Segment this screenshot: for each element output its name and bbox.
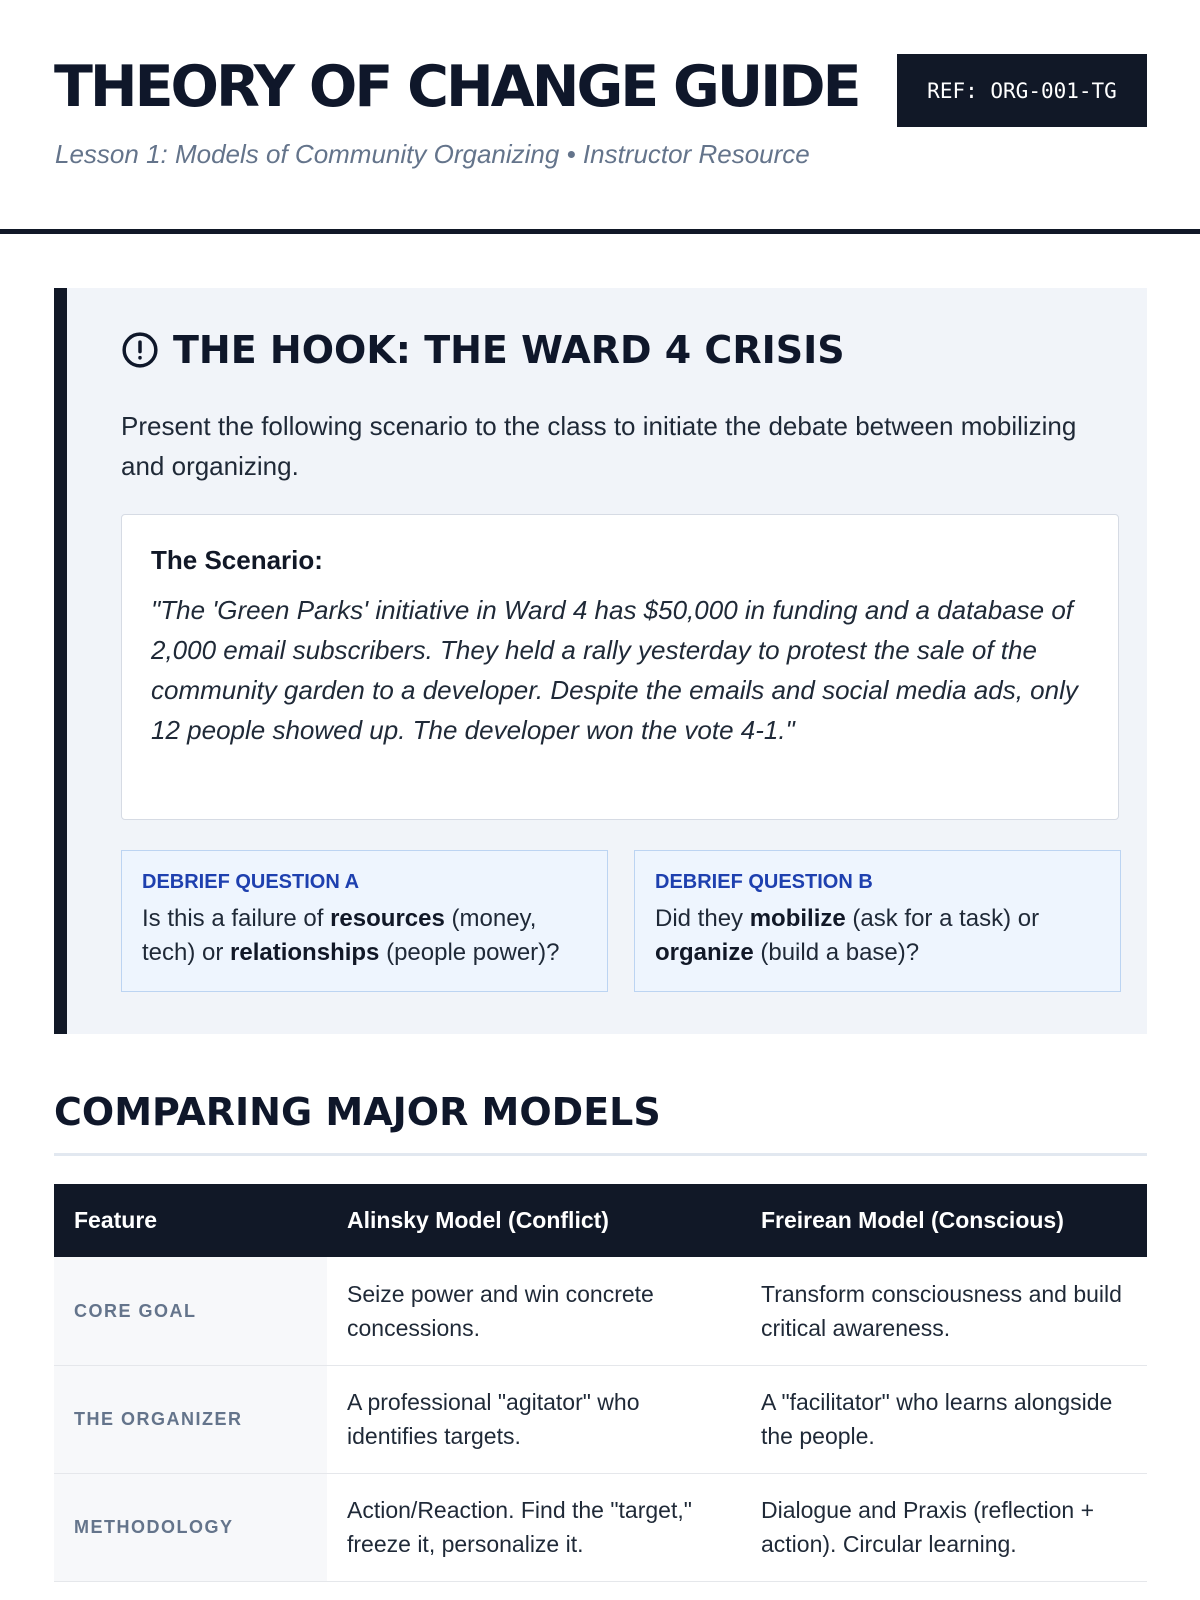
models-comparison-table	[54, 1184, 1147, 1582]
column-header-alinsky: Alinsky Model (Conflict)	[327, 1184, 741, 1257]
freire-cell: Dialogue and Praxis (reflection + action). Circular learning.	[741, 1473, 1147, 1581]
section-divider	[54, 1153, 1147, 1156]
table-row	[54, 1473, 1147, 1581]
keyword: mobilize	[749, 905, 846, 932]
debrief-text: Is this a failure of resources (money, tech) or relationships (people power)?	[142, 905, 560, 966]
hook-intro: Present the following scenario to the class to initiate the debate between mobilizing and organizing.	[121, 411, 1077, 481]
keyword: resources	[330, 905, 445, 932]
table-row	[54, 1365, 1147, 1473]
debrief-text: Did they mobilize (ask for a task) or organize (build a base)?	[655, 905, 1040, 966]
row-feature-label: THE ORGANIZER	[54, 1365, 327, 1473]
table-row	[54, 1257, 1147, 1365]
column-header-feature: Feature	[54, 1184, 327, 1257]
alinsky-cell: Seize power and win concrete concessions.	[327, 1257, 741, 1365]
hook-panel	[54, 288, 1147, 1034]
keyword: relationships	[230, 939, 380, 966]
section-title-models: COMPARING MAJOR MODELS	[54, 1090, 661, 1134]
debrief-label: DEBRIEF QUESTION B	[655, 871, 873, 893]
page-title: THEORY OF CHANGE GUIDE	[54, 54, 859, 120]
row-feature-label: CORE GOAL	[54, 1257, 327, 1365]
row-feature-label: METHODOLOGY	[54, 1473, 327, 1581]
freire-cell: Transform consciousness and build critical awareness.	[741, 1257, 1147, 1365]
alinsky-cell: A professional "agitator" who identifies targets.	[327, 1365, 741, 1473]
hook-title: THE HOOK: THE WARD 4 CRISIS	[173, 328, 845, 372]
alinsky-cell: Action/Reaction. Find the "target," freeze it, personalize it.	[327, 1473, 741, 1581]
page-header	[0, 0, 1200, 234]
debrief-question-a	[121, 850, 608, 992]
page-subtitle: Lesson 1: Models of Community Organizing • Instructor Resource	[55, 139, 810, 169]
scenario-label: The Scenario:	[151, 545, 323, 575]
column-header-freire: Freirean Model (Conscious)	[741, 1184, 1147, 1257]
scenario-quote: "The 'Green Parks' initiative in Ward 4 has $50,000 in funding and a database of 2,000 email subscribers. They held a rally yesterday to protest the sale of the community garden to a developer. Despite the emails and social media ads, only 12 people showed up. The developer won the vote 4-1."	[151, 595, 1078, 745]
scenario-card	[121, 514, 1119, 820]
keyword: organize	[655, 939, 754, 966]
hook-heading	[121, 328, 845, 372]
debrief-label: DEBRIEF QUESTION A	[142, 871, 360, 893]
freire-cell: A "facilitator" who learns alongside the people.	[741, 1365, 1147, 1473]
reference-badge: REF: ORG-001-TG	[897, 54, 1147, 127]
alert-circle-icon	[121, 331, 159, 369]
table-header-row	[54, 1184, 1147, 1257]
debrief-question-b	[634, 850, 1121, 992]
